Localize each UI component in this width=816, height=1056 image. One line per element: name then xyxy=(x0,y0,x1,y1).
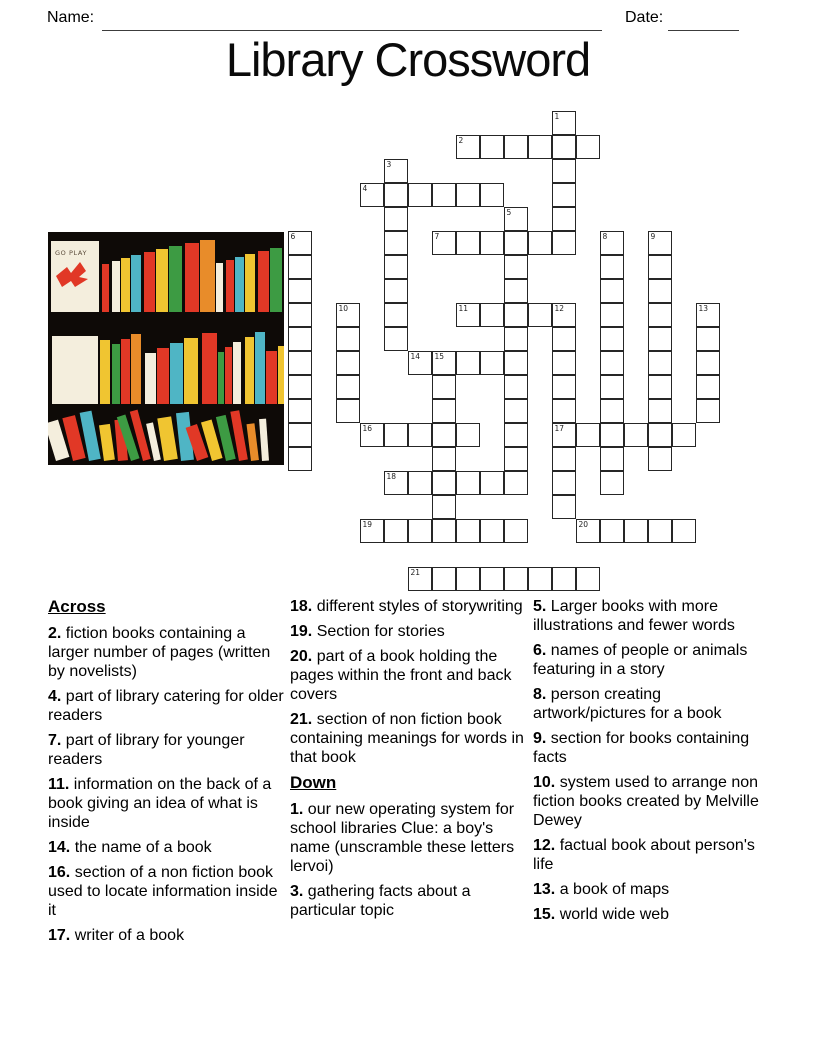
crossword-cell[interactable] xyxy=(576,135,600,159)
crossword-cell[interactable] xyxy=(552,399,576,423)
clue: 18. different styles of storywriting xyxy=(290,598,523,615)
crossword-cell[interactable] xyxy=(408,351,432,375)
crossword-cell[interactable] xyxy=(504,471,528,495)
clue-number: 5. xyxy=(533,598,547,615)
crossword-cell[interactable] xyxy=(552,447,576,471)
cell-number: 4 xyxy=(362,184,368,193)
crossword-cell[interactable] xyxy=(504,279,528,303)
clue: 17. writer of a book xyxy=(48,927,185,944)
crossword-cell[interactable] xyxy=(504,231,528,255)
date-label: Date: xyxy=(625,9,664,26)
clue-number: 9. xyxy=(533,730,547,747)
crossword-cell[interactable] xyxy=(576,519,600,543)
crossword-cell[interactable] xyxy=(504,447,528,471)
crossword-cell[interactable] xyxy=(672,519,696,543)
crossword-cell[interactable] xyxy=(648,327,672,351)
crossword-cell[interactable] xyxy=(336,375,360,399)
crossword-cell[interactable] xyxy=(432,423,456,447)
clue-number: 15. xyxy=(533,906,556,923)
crossword-cell[interactable] xyxy=(648,423,672,447)
cell-number: 10 xyxy=(338,304,349,313)
crossword-cell[interactable] xyxy=(600,327,624,351)
crossword-cell[interactable] xyxy=(480,351,504,375)
crossword-cell[interactable] xyxy=(696,375,720,399)
crossword-cell[interactable] xyxy=(408,567,432,591)
crossword-cell[interactable] xyxy=(552,303,576,327)
crossword-cell[interactable] xyxy=(288,423,312,447)
crossword-cell[interactable] xyxy=(384,519,408,543)
clue-number: 12. xyxy=(533,837,556,854)
crossword-cell[interactable] xyxy=(384,471,408,495)
clue: 3. gathering facts about a particular topic xyxy=(290,883,471,919)
clue: 13. a book of maps xyxy=(533,881,670,898)
crossword-cell[interactable] xyxy=(648,375,672,399)
crossword-cell[interactable] xyxy=(696,351,720,375)
cell-number: 6 xyxy=(290,232,296,241)
crossword-cell[interactable] xyxy=(456,231,480,255)
name-label: Name: xyxy=(47,9,95,26)
crossword-cell[interactable] xyxy=(384,231,408,255)
crossword-cell[interactable] xyxy=(480,519,504,543)
clues-section xyxy=(0,597,816,1017)
crossword-cell[interactable] xyxy=(504,375,528,399)
crossword-cell[interactable] xyxy=(528,135,552,159)
crossword-cell[interactable] xyxy=(432,183,456,207)
clue: 1. our new operating system for school libraries Clue: a boy's name (unscramble these letters lervoi) xyxy=(290,801,515,875)
crossword-cell[interactable] xyxy=(408,471,432,495)
crossword-cell[interactable] xyxy=(288,351,312,375)
crossword-cell[interactable] xyxy=(384,327,408,351)
crossword-cell[interactable] xyxy=(600,279,624,303)
crossword-cell[interactable] xyxy=(648,351,672,375)
crossword-cell[interactable] xyxy=(456,471,480,495)
clue-number: 6. xyxy=(533,642,547,659)
crossword-cell[interactable] xyxy=(480,135,504,159)
crossword-cell[interactable] xyxy=(480,567,504,591)
cell-number: 1 xyxy=(554,112,560,121)
cell-number: 11 xyxy=(458,304,469,313)
crossword-cell[interactable] xyxy=(528,231,552,255)
crossword-cell[interactable] xyxy=(360,423,384,447)
crossword-cell[interactable] xyxy=(648,303,672,327)
clue: 2. fiction books containing a larger number of pages (written by novelists) xyxy=(48,625,271,680)
cell-number: 20 xyxy=(578,520,589,529)
clue-number: 2. xyxy=(48,625,62,642)
cell-number: 9 xyxy=(650,232,656,241)
book-cover-text: GO PLAY xyxy=(55,249,88,257)
crossword-cell[interactable] xyxy=(456,183,480,207)
crossword-cell[interactable] xyxy=(336,351,360,375)
crossword-cell[interactable] xyxy=(408,519,432,543)
crossword-cell[interactable] xyxy=(600,399,624,423)
crossword-grid xyxy=(288,111,722,593)
cell-number: 16 xyxy=(362,424,373,433)
crossword-cell[interactable] xyxy=(288,303,312,327)
cell-number: 5 xyxy=(506,208,512,217)
cell-number: 14 xyxy=(410,352,421,361)
crossword-cell[interactable] xyxy=(480,303,504,327)
cell-number: 19 xyxy=(362,520,373,529)
clue: 16. section of a non fiction book used to locate information inside it xyxy=(48,864,278,919)
crossword-cell[interactable] xyxy=(600,423,624,447)
crossword-cell[interactable] xyxy=(288,279,312,303)
cell-number: 18 xyxy=(386,472,397,481)
crossword-cell[interactable] xyxy=(432,519,456,543)
clue-number: 1. xyxy=(290,801,304,818)
crossword-cell[interactable] xyxy=(384,207,408,231)
crossword-cell[interactable] xyxy=(600,375,624,399)
crossword-cell[interactable] xyxy=(624,423,648,447)
crossword-cell[interactable] xyxy=(336,327,360,351)
clue-number: 21. xyxy=(290,711,313,728)
clue: 4. part of library catering for older readers xyxy=(48,688,284,724)
clue: 5. Larger books with more illustrations and fewer words xyxy=(533,598,735,634)
crossword-cell[interactable] xyxy=(384,159,408,183)
clue: 15. world wide web xyxy=(533,906,670,923)
crossword-cell[interactable] xyxy=(552,159,576,183)
crossword-cell[interactable] xyxy=(600,471,624,495)
crossword-cell[interactable] xyxy=(504,255,528,279)
crossword-cell[interactable] xyxy=(552,351,576,375)
crossword-cell[interactable] xyxy=(552,471,576,495)
clue: 9. section for books containing facts xyxy=(533,730,750,766)
clue: 6. names of people or animals featuring in a story xyxy=(533,642,748,678)
crossword-cell[interactable] xyxy=(696,399,720,423)
clue-list-heading: Down xyxy=(290,773,337,792)
crossword-cell[interactable] xyxy=(432,351,456,375)
clue: 20. part of a book holding the pages within the front and back covers xyxy=(290,648,512,703)
crossword-cell[interactable] xyxy=(336,399,360,423)
cell-number: 7 xyxy=(434,232,440,241)
cell-number: 13 xyxy=(698,304,709,313)
crossword-cell[interactable] xyxy=(480,471,504,495)
clue-number: 11. xyxy=(48,776,70,793)
crossword-cell[interactable] xyxy=(552,135,576,159)
crossword-cell[interactable] xyxy=(648,279,672,303)
clue-number: 18. xyxy=(290,598,313,615)
crossword-cell[interactable] xyxy=(384,279,408,303)
clue: 7. part of library for younger readers xyxy=(48,732,245,768)
clue: 11. information on the back of a book giving an idea of what is inside xyxy=(48,776,272,831)
crossword-cell[interactable] xyxy=(288,255,312,279)
clue-number: 13. xyxy=(533,881,556,898)
clue-list-heading: Across xyxy=(48,597,106,616)
crossword-cell[interactable] xyxy=(456,423,480,447)
crossword-cell[interactable] xyxy=(648,399,672,423)
crossword-cell[interactable] xyxy=(504,423,528,447)
crossword-cell[interactable] xyxy=(456,351,480,375)
clue: 14. the name of a book xyxy=(48,839,212,856)
crossword-cell[interactable] xyxy=(600,519,624,543)
crossword-cell[interactable] xyxy=(552,183,576,207)
name-write-line[interactable] xyxy=(102,11,602,31)
clue-column xyxy=(48,597,286,951)
header xyxy=(47,7,769,33)
clue-number: 19. xyxy=(290,623,313,640)
cell-number: 15 xyxy=(434,352,445,361)
crossword-cell[interactable] xyxy=(552,495,576,519)
cell-number: 2 xyxy=(458,136,464,145)
crossword-cell[interactable] xyxy=(432,471,456,495)
page-title: Library Crossword xyxy=(225,33,591,86)
clue-number: 7. xyxy=(48,732,62,749)
cell-number: 12 xyxy=(554,304,565,313)
clue-number: 3. xyxy=(290,883,304,900)
crossword-cell[interactable] xyxy=(408,183,432,207)
crossword-cell[interactable] xyxy=(384,303,408,327)
crossword-cell[interactable] xyxy=(576,423,600,447)
crossword-cell[interactable] xyxy=(504,135,528,159)
crossword-cell[interactable] xyxy=(432,447,456,471)
crossword-cell[interactable] xyxy=(600,303,624,327)
crossword-cell[interactable] xyxy=(504,327,528,351)
crossword-cell[interactable] xyxy=(456,519,480,543)
bookshelf-image xyxy=(48,232,284,465)
crossword-cell[interactable] xyxy=(552,375,576,399)
crossword-cell[interactable] xyxy=(672,423,696,447)
crossword-cell[interactable] xyxy=(552,423,576,447)
clue-number: 4. xyxy=(48,688,62,705)
crossword-cell[interactable] xyxy=(408,423,432,447)
crossword-cell[interactable] xyxy=(552,231,576,255)
crossword-cell[interactable] xyxy=(384,183,408,207)
crossword-cell[interactable] xyxy=(288,447,312,471)
crossword-cell[interactable] xyxy=(600,231,624,255)
crossword-cell[interactable] xyxy=(480,231,504,255)
cell-number: 21 xyxy=(410,568,421,577)
clue: 12. factual book about person's life xyxy=(533,837,755,873)
crossword-cell[interactable] xyxy=(552,111,576,135)
crossword-cell[interactable] xyxy=(432,375,456,399)
crossword-cell[interactable] xyxy=(504,567,528,591)
crossword-cell[interactable] xyxy=(696,303,720,327)
crossword-cell[interactable] xyxy=(288,231,312,255)
clue-column xyxy=(290,597,528,926)
crossword-cell[interactable] xyxy=(432,399,456,423)
crossword-cell[interactable] xyxy=(360,183,384,207)
crossword-cell[interactable] xyxy=(288,399,312,423)
cell-number: 3 xyxy=(386,160,392,169)
crossword-cell[interactable] xyxy=(552,327,576,351)
crossword-cell[interactable] xyxy=(600,351,624,375)
clue: 10. system used to arrange non fiction books created by Melville Dewey xyxy=(533,774,759,829)
crossword-cell[interactable] xyxy=(648,519,672,543)
crossword-cell[interactable] xyxy=(648,255,672,279)
clue: 8. person creating artwork/pictures for a book xyxy=(533,686,722,722)
crossword-cell[interactable] xyxy=(552,207,576,231)
crossword-cell[interactable] xyxy=(432,495,456,519)
crossword-cell[interactable] xyxy=(288,375,312,399)
crossword-cell[interactable] xyxy=(624,519,648,543)
clue-column xyxy=(533,597,771,930)
cell-number: 17 xyxy=(554,424,565,433)
crossword-cell[interactable] xyxy=(504,399,528,423)
crossword-cell[interactable] xyxy=(384,423,408,447)
clue-number: 17. xyxy=(48,927,71,944)
crossword-cell[interactable] xyxy=(456,135,480,159)
crossword-cell[interactable] xyxy=(456,303,480,327)
crossword-cell[interactable] xyxy=(288,327,312,351)
crossword-cell[interactable] xyxy=(504,303,528,327)
crossword-cell[interactable] xyxy=(648,231,672,255)
clue-number: 16. xyxy=(48,864,71,881)
cell-number: 8 xyxy=(602,232,608,241)
clue-number: 20. xyxy=(290,648,313,665)
crossword-cell[interactable] xyxy=(600,447,624,471)
crossword-cell[interactable] xyxy=(576,567,600,591)
crossword-cell[interactable] xyxy=(432,567,456,591)
crossword-cell[interactable] xyxy=(528,303,552,327)
crossword-cell[interactable] xyxy=(528,567,552,591)
clue: 21. section of non fiction book containing meanings for words in that book xyxy=(290,711,524,766)
crossword-cell[interactable] xyxy=(432,231,456,255)
crossword-cell[interactable] xyxy=(384,255,408,279)
crossword-cell[interactable] xyxy=(504,207,528,231)
clue-number: 10. xyxy=(533,774,556,791)
crossword-cell[interactable] xyxy=(360,519,384,543)
clue-number: 8. xyxy=(533,686,547,703)
crossword-cell[interactable] xyxy=(504,351,528,375)
clue: 19. Section for stories xyxy=(290,623,445,640)
crossword-cell[interactable] xyxy=(648,447,672,471)
crossword-cell[interactable] xyxy=(600,255,624,279)
crossword-cell[interactable] xyxy=(552,567,576,591)
crossword-cell[interactable] xyxy=(456,567,480,591)
crossword-cell[interactable] xyxy=(336,303,360,327)
clue-number: 14. xyxy=(48,839,71,856)
crossword-cell[interactable] xyxy=(504,519,528,543)
crossword-cell[interactable] xyxy=(696,327,720,351)
date-write-line[interactable] xyxy=(668,11,739,31)
crossword-cell[interactable] xyxy=(480,183,504,207)
